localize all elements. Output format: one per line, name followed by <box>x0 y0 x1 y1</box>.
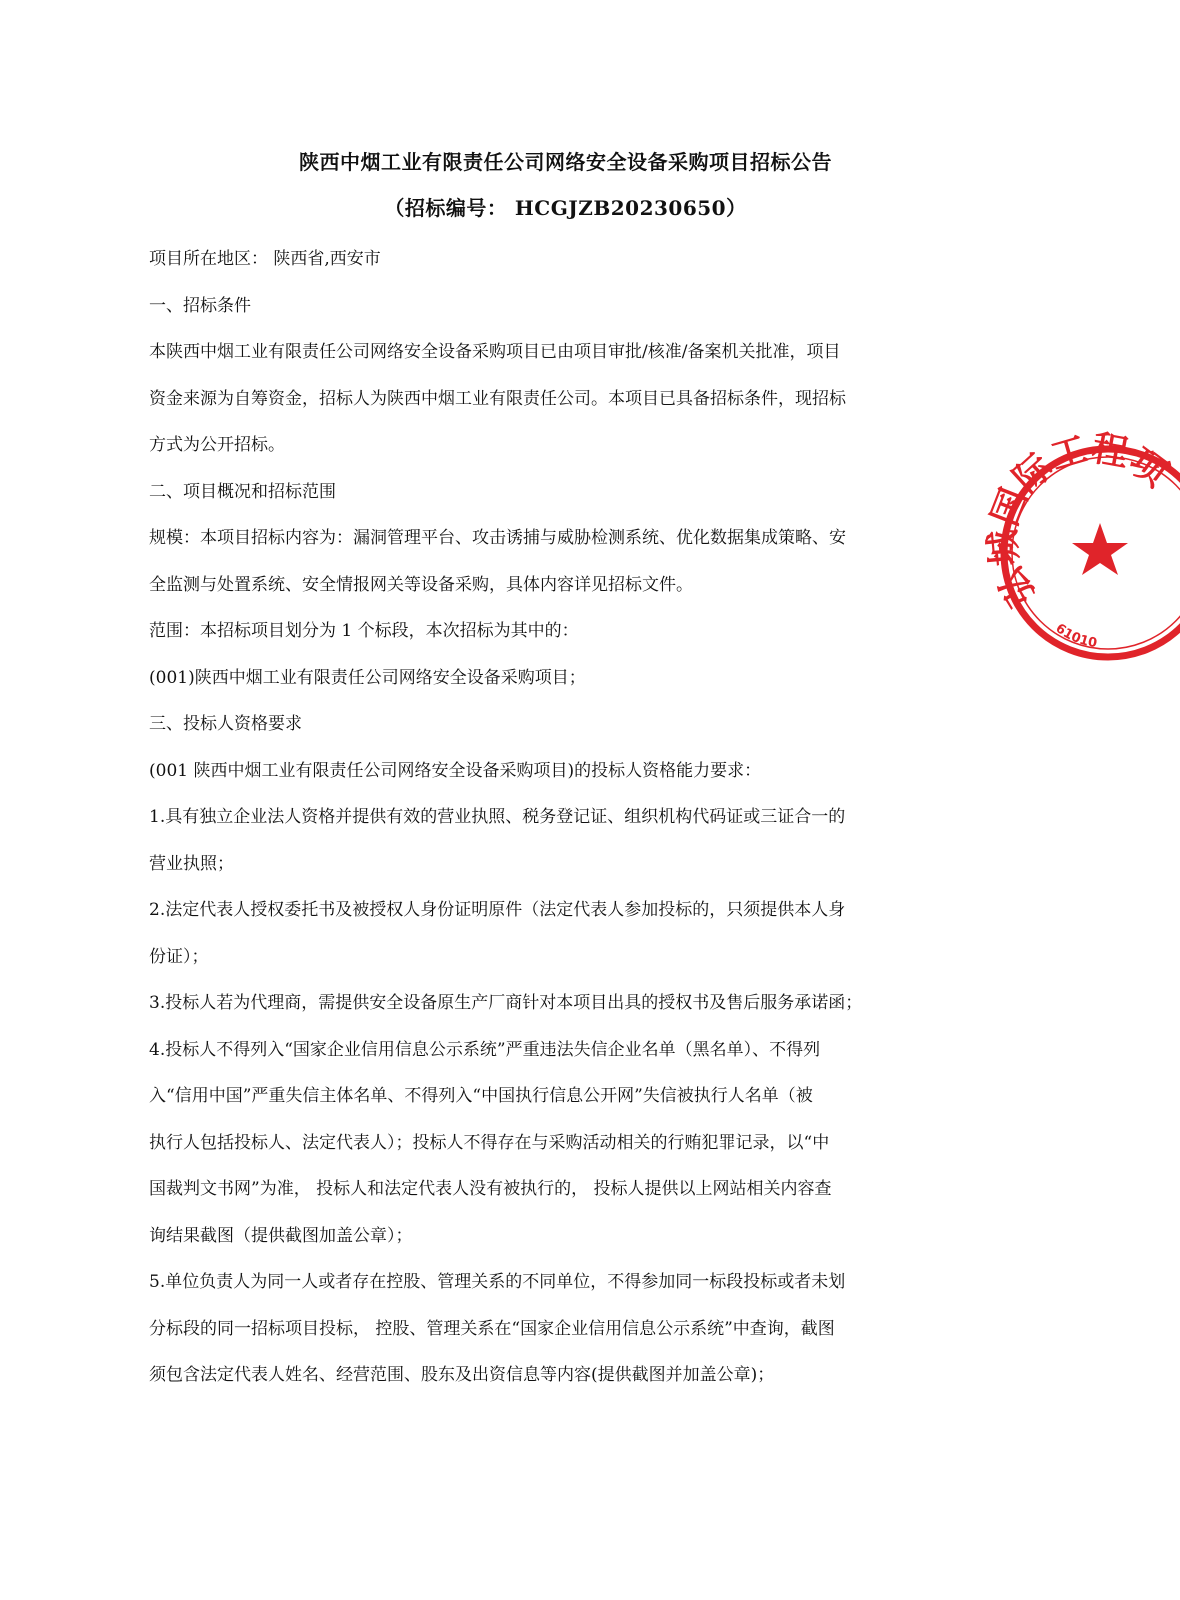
requirement-line: 份证）； <box>149 946 209 967</box>
paragraph-line: (001)陕西中烟工业有限责任公司网络安全设备采购项目； <box>149 667 586 688</box>
requirement-line: 国裁判文书网”为准， 投标人和法定代表人没有被执行的， 投标人提供以上网站相关内容查 <box>149 1179 832 1199</box>
document-title: 陕西中烟工业有限责任公司网络安全设备采购项目招标公告 <box>299 150 832 174</box>
seal-text: 弘城国际工程项 <box>982 428 1175 613</box>
requirement-line: 执行人包括投标人、法定代表人）；投标人不得存在与采购活动相关的行贿犯罪记录，以“中 <box>149 1132 830 1153</box>
section-heading-bidder-qualifications: 三、投标人资格要求 <box>149 714 302 734</box>
requirement-line: 营业执照； <box>149 853 234 874</box>
requirement-line: 须包含法定代表人姓名、经营范围、股东及出资信息等内容(提供截图并加盖公章)； <box>149 1365 775 1385</box>
paragraph-line: 本陕西中烟工业有限责任公司网络安全设备采购项目已由项目审批/核准/备案机关批准，项目 <box>149 342 841 362</box>
paragraph-line: 资金来源为自筹资金，招标人为陕西中烟工业有限责任公司。本项目已具备招标条件，现招标 <box>149 388 846 409</box>
tender-number: （招标编号： HCGJZB20230650） <box>384 196 747 220</box>
requirement-line: 分标段的同一招标项目投标， 控股、管理关系在“国家企业信用信息公示系统”中查询，截图 <box>149 1318 835 1339</box>
requirement-line: 询结果截图（提供截图加盖公章）； <box>149 1225 413 1246</box>
company-seal-stamp <box>982 428 1180 660</box>
requirement-line: 3.投标人若为代理商，需提供安全设备原生产厂商针对本项目出具的授权书及售后服务承诺函； <box>149 993 863 1013</box>
paragraph-line: 范围：本招标项目划分为 1 个标段，本次招标为其中的： <box>149 621 579 641</box>
requirement-line: 4.投标人不得列入“国家企业信用信息公示系统”严重违法失信企业名单（黑名单）、不得列 <box>149 1039 821 1060</box>
requirement-line: 2.法定代表人授权委托书及被授权人身份证明原件（法定代表人参加投标的，只须提供本人身 <box>149 900 846 920</box>
seal-star-icon <box>1072 523 1128 575</box>
seal-number: 61010 <box>1052 621 1099 652</box>
requirement-line: 入“信用中国”严重失信主体名单、不得列入“中国执行信息公开网”失信被执行人名单（被 <box>149 1086 813 1106</box>
paragraph-line: 规模：本项目招标内容为：漏洞管理平台、攻击诱捕与威胁检测系统、优化数据集成策略、安 <box>149 528 846 548</box>
paragraph-line: (001 陕西中烟工业有限责任公司网络安全设备采购项目)的投标人资格能力要求： <box>149 760 762 781</box>
paragraph-line: 全监测与处置系统、安全情报网关等设备采购，具体内容详见招标文件。 <box>149 574 693 595</box>
document-body <box>149 236 979 1399</box>
requirement-line: 1.具有独立企业法人资格并提供有效的营业执照、税务登记证、组织机构代码证或三证合一的 <box>149 807 846 827</box>
section-heading-project-overview: 二、项目概况和招标范围 <box>149 481 336 502</box>
project-location-line: 项目所在地区： 陕西省,西安市 <box>149 249 381 269</box>
requirement-line: 5.单位负责人为同一人或者存在控股、管理关系的不同单位，不得参加同一标段投标或者未划 <box>149 1272 846 1292</box>
section-heading-tender-conditions: 一、招标条件 <box>149 295 251 316</box>
paragraph-line: 方式为公开招标。 <box>149 435 285 455</box>
